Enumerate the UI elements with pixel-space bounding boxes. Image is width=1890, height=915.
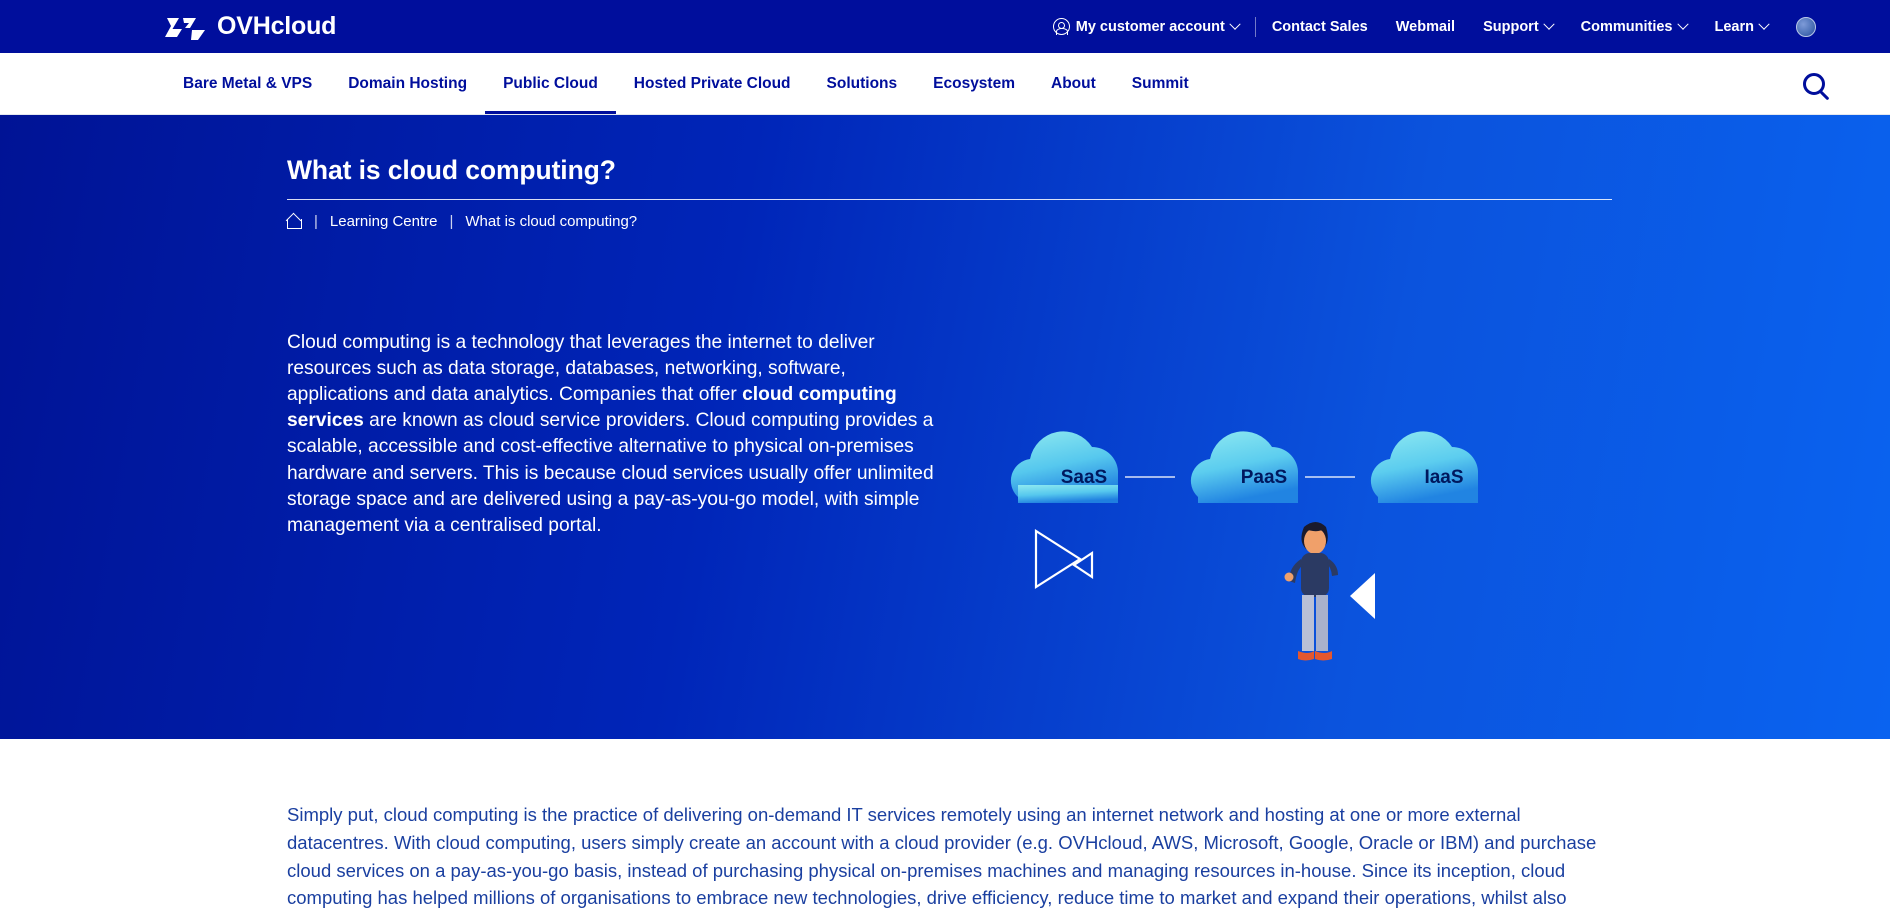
cloud-saas: [1018, 425, 1150, 509]
cloud-paas: [1198, 425, 1330, 509]
webmail-link[interactable]: [1382, 19, 1469, 35]
nav-item-list: [165, 53, 1207, 114]
search-icon: [1803, 73, 1825, 95]
ovh-logo-icon: [165, 14, 207, 40]
nav-item-public-cloud[interactable]: [485, 53, 616, 114]
hero-paragraph-part1: Cloud computing is a technology that leverages the internet to deliver resources such as data storage, databases, networking, software, applications and data analytics. Companies that offer: [287, 332, 875, 406]
breadcrumb-link-learning-centre[interactable]: Learning Centre: [329, 213, 438, 230]
hero-paragraph-part2: are known as cloud service providers. Cloud computing provides a scalable, accessible and cost-effective alternative to physical on-premises hardware and servers. This is because cloud services usually offer unlimited storage space and are delivered using a pay-as-you-go model, with simple management via a centralised portal.: [287, 410, 934, 536]
breadcrumb: [287, 213, 1830, 230]
person-icon: [1053, 18, 1070, 35]
my-customer-account-label: My customer account: [1075, 18, 1225, 35]
hero-section: [0, 115, 1890, 739]
communities-label: Communities: [1580, 18, 1673, 35]
nav-item-hosted-private-cloud[interactable]: [616, 53, 809, 114]
chevron-down-icon: [1229, 18, 1240, 29]
my-customer-account-menu[interactable]: [1039, 18, 1253, 35]
logo-text: OVHcloud: [217, 12, 337, 40]
nav-item-solutions[interactable]: [809, 53, 916, 114]
webmail-label: Webmail: [1395, 18, 1456, 35]
hero-paragraph-bold: cloud computing services: [287, 384, 897, 432]
contact-sales-label: Contact Sales: [1271, 18, 1368, 35]
top-utility-links: [1039, 17, 1830, 37]
main-navigation: [0, 53, 1890, 115]
nav-label: Ecosystem: [933, 74, 1015, 92]
cloud-saas-label: SaaS: [1060, 467, 1108, 488]
nav-label: Solutions: [826, 74, 898, 92]
nav-item-domain-hosting[interactable]: [330, 53, 485, 114]
breadcrumb-current: What is cloud computing?: [465, 213, 638, 230]
ovhcloud-logo[interactable]: [165, 12, 336, 41]
globe-icon: [1796, 17, 1816, 37]
nav-item-about[interactable]: [1033, 53, 1114, 114]
nav-item-summit[interactable]: [1114, 53, 1207, 114]
language-selector[interactable]: [1782, 17, 1830, 37]
title-divider: [287, 199, 1612, 200]
nav-label: Bare Metal & VPS: [183, 74, 313, 92]
chevron-down-icon: [1758, 18, 1769, 29]
chevron-down-icon: [1677, 18, 1688, 29]
hero-paragraph: [287, 330, 947, 539]
cloud-service-models-diagram: [1000, 425, 1520, 725]
content-section: [0, 739, 1890, 912]
contact-sales-link[interactable]: [1258, 19, 1382, 35]
home-icon[interactable]: [287, 215, 302, 229]
nav-item-ecosystem[interactable]: [915, 53, 1033, 114]
chevron-down-icon: [1543, 18, 1554, 29]
nav-label: About: [1051, 74, 1096, 92]
divider: [1255, 17, 1256, 37]
content-paragraph: Simply put, cloud computing is the practice of delivering on-demand IT services remotely using an internet network and hosting at one or more external datacentres. With cloud computing, users simply create an account with a cloud provider (e.g. OVHcloud, AWS, Microsoft, Google, Oracle or IBM) and purchase cloud services on a pay-as-you-go basis, instead of purchasing physical on-premises machines and managing resources in-house. Since its inception, cloud computing has helped millions of organisations to embrace new technologies, drive efficiency, reduce time to market and expand their operations, whilst also: [287, 804, 1597, 909]
learn-label: Learn: [1714, 18, 1754, 35]
nav-label: Hosted Private Cloud: [633, 74, 791, 92]
search-button[interactable]: [1803, 53, 1835, 114]
support-label: Support: [1483, 18, 1539, 35]
support-menu[interactable]: [1469, 19, 1567, 35]
breadcrumb-separator: |: [314, 213, 318, 230]
top-utility-bar: [0, 0, 1890, 53]
nav-label: Domain Hosting: [348, 74, 468, 92]
cloud-paas-label: PaaS: [1240, 467, 1288, 488]
breadcrumb-separator: |: [449, 213, 454, 230]
nav-label: Public Cloud: [503, 74, 598, 92]
page-title: What is cloud computing?: [287, 155, 616, 185]
cloud-iaas-label: IaaS: [1424, 467, 1464, 488]
nav-item-bare-metal-vps[interactable]: [165, 53, 330, 114]
learn-menu[interactable]: [1701, 19, 1783, 35]
nav-label: Summit: [1131, 74, 1189, 92]
cloud-iaas: [1378, 425, 1510, 509]
communities-menu[interactable]: [1567, 19, 1701, 35]
